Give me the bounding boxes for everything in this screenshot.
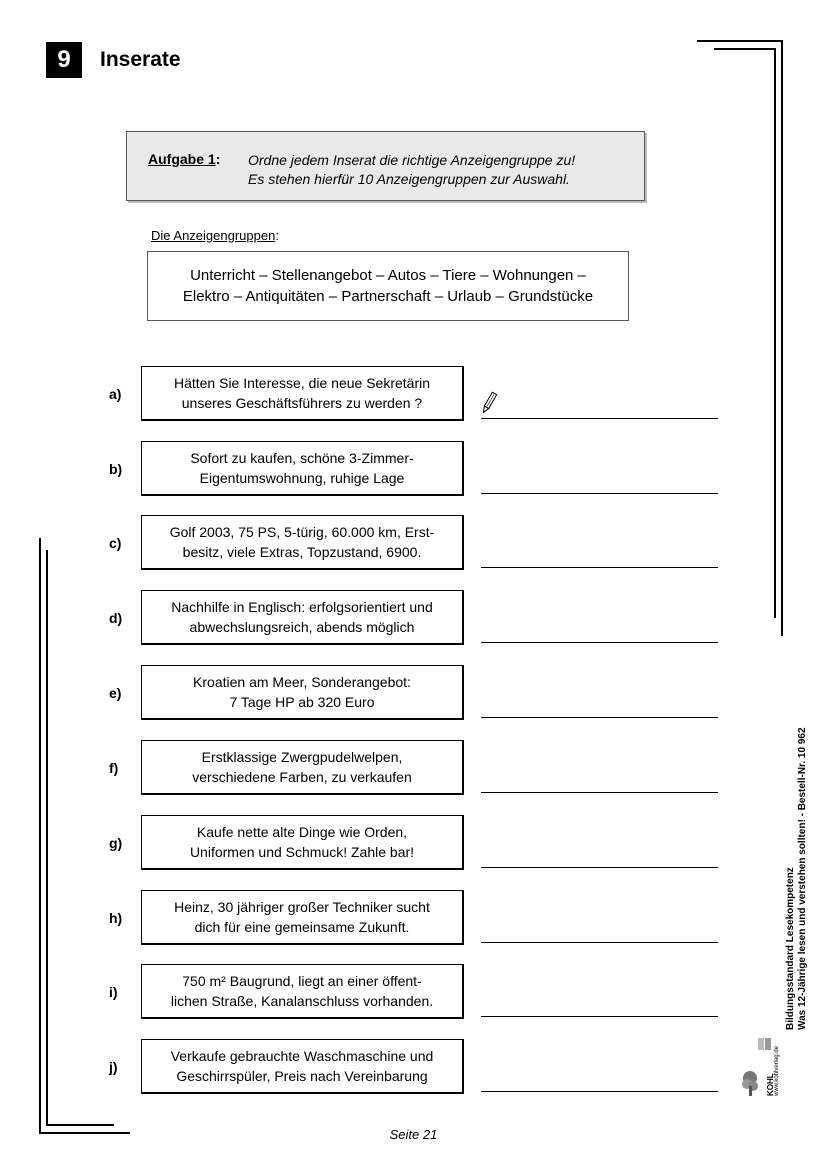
task-instructions (248, 151, 575, 189)
answer-line[interactable] (481, 493, 718, 494)
ad-line-2: Uniformen und Schmuck! Zahle bar! (189, 844, 415, 860)
frame-bottom-left-h2 (46, 1124, 114, 1126)
ad-row-h (0, 890, 827, 948)
answer-line[interactable] (481, 567, 718, 568)
ad-box (141, 740, 464, 795)
ad-row-c (0, 515, 827, 573)
answer-line[interactable] (481, 942, 718, 943)
page-number: Seite 21 (389, 1127, 438, 1142)
ad-box (141, 1039, 464, 1094)
publisher-name (767, 1046, 781, 1096)
task-line-1: Ordne jedem Inserat die richtige Anzeigengruppe zu! (248, 152, 576, 168)
ad-line-2: dich für eine gemeinsame Zukunft. (194, 919, 410, 935)
ad-letter: e) (109, 685, 122, 701)
publisher-website: www.kohlverlag.de (774, 1045, 780, 1096)
ad-letter: d) (109, 610, 123, 626)
ad-row-b (0, 441, 827, 499)
ad-line-2: verschiedene Farben, zu verkaufen (192, 769, 412, 785)
ad-row-a (0, 366, 827, 424)
ad-line-1: Verkaufe gebrauchte Waschmaschine und (170, 1048, 434, 1064)
ad-line-1: Sofort zu kaufen, schöne 3-Zimmer- (190, 450, 414, 466)
ad-letter: b) (109, 461, 123, 477)
ad-line-1: 750 m² Baugrund, liegt an einer öffent- (182, 973, 422, 989)
groups-box (147, 251, 629, 321)
side-line-1: Bildungsstandard Lesekompetenz (785, 867, 796, 1030)
ad-box (141, 366, 464, 421)
task-label: Aufgabe 1: (148, 151, 221, 167)
groups-line-2: Elektro – Antiquitäten – Partnerschaft – Urlaub – Grundstücke (182, 288, 594, 305)
ad-letter: a) (109, 386, 122, 402)
ad-row-f (0, 740, 827, 798)
frame-top-right-h1 (697, 40, 782, 42)
ad-row-j (0, 1039, 827, 1097)
ad-box (141, 964, 464, 1019)
side-publication-info (785, 727, 809, 1030)
task-line-2: Es stehen hierfür 10 Anzeigengruppen zur Auswahl. (248, 171, 570, 187)
ad-line-2: besitz, viele Extras, Topzustand, 6900. (182, 544, 422, 560)
ad-line-2: unseres Geschäftsführers zu werden ? (181, 395, 423, 411)
ad-box (141, 590, 464, 645)
ad-letter: g) (109, 835, 123, 851)
groups-line-1: Unterricht – Stellenangebot – Autos – Tiere – Wohnungen – (190, 267, 586, 284)
ad-row-i (0, 964, 827, 1022)
page-title: Inserate (100, 48, 181, 71)
answer-line[interactable] (481, 1091, 718, 1092)
ad-row-g (0, 815, 827, 873)
side-line-2: Was 12-Jährige lesen und verstehen sollten! - Bestell-Nr. 10 962 (797, 727, 808, 1030)
ad-row-e (0, 665, 827, 723)
ad-line-2: 7 Tage HP ab 320 Euro (229, 694, 375, 710)
ad-line-1: Hätten Sie Interesse, die neue Sekretärin (173, 375, 431, 391)
ad-line-1: Nachhilfe in Englisch: erfolgsorientiert und (171, 599, 433, 615)
task-box (126, 131, 645, 201)
ad-line-1: Golf 2003, 75 PS, 5-türig, 60.000 km, Erst- (169, 524, 435, 540)
answer-line[interactable] (481, 642, 718, 643)
publisher-text: KOHL (766, 1073, 775, 1096)
answer-line[interactable] (481, 792, 718, 793)
chapter-number: 9 (46, 42, 82, 78)
ad-letter: i) (109, 984, 118, 1000)
answer-line[interactable] (481, 418, 718, 419)
ad-line-2: lichen Straße, Kanalanschluss vorhanden. (170, 993, 434, 1009)
ad-line-1: Kaufe nette alte Dinge wie Orden, (196, 824, 408, 840)
ad-letter: c) (109, 535, 122, 551)
ad-letter: j) (109, 1059, 118, 1075)
ad-line-1: Erstklassige Zwergpudelwelpen, (201, 749, 403, 765)
ad-line-1: Heinz, 30 jähriger großer Techniker sucht (174, 899, 430, 915)
ad-line-2: Eigentumswohnung, ruhige Lage (199, 470, 405, 486)
ad-line-2: abwechslungsreich, abends möglich (189, 619, 415, 635)
ad-line-2: Geschirrspüler, Preis nach Vereinbarung (176, 1068, 428, 1084)
ad-box (141, 441, 464, 496)
ad-box (141, 890, 464, 945)
ad-box (141, 815, 464, 870)
answer-line[interactable] (481, 867, 718, 868)
pencil-icon (480, 390, 498, 416)
ad-letter: h) (109, 910, 123, 926)
answer-line[interactable] (481, 717, 718, 718)
ad-box (141, 665, 464, 720)
ad-row-d (0, 590, 827, 648)
frame-top-right-h2 (714, 48, 775, 50)
ad-box (141, 515, 464, 570)
answer-line[interactable] (481, 1016, 718, 1017)
ad-letter: f) (109, 760, 119, 776)
ad-line-1: Kroatien am Meer, Sonderangebot: (193, 674, 411, 690)
groups-heading: Die Anzeigengruppen: (151, 228, 279, 243)
